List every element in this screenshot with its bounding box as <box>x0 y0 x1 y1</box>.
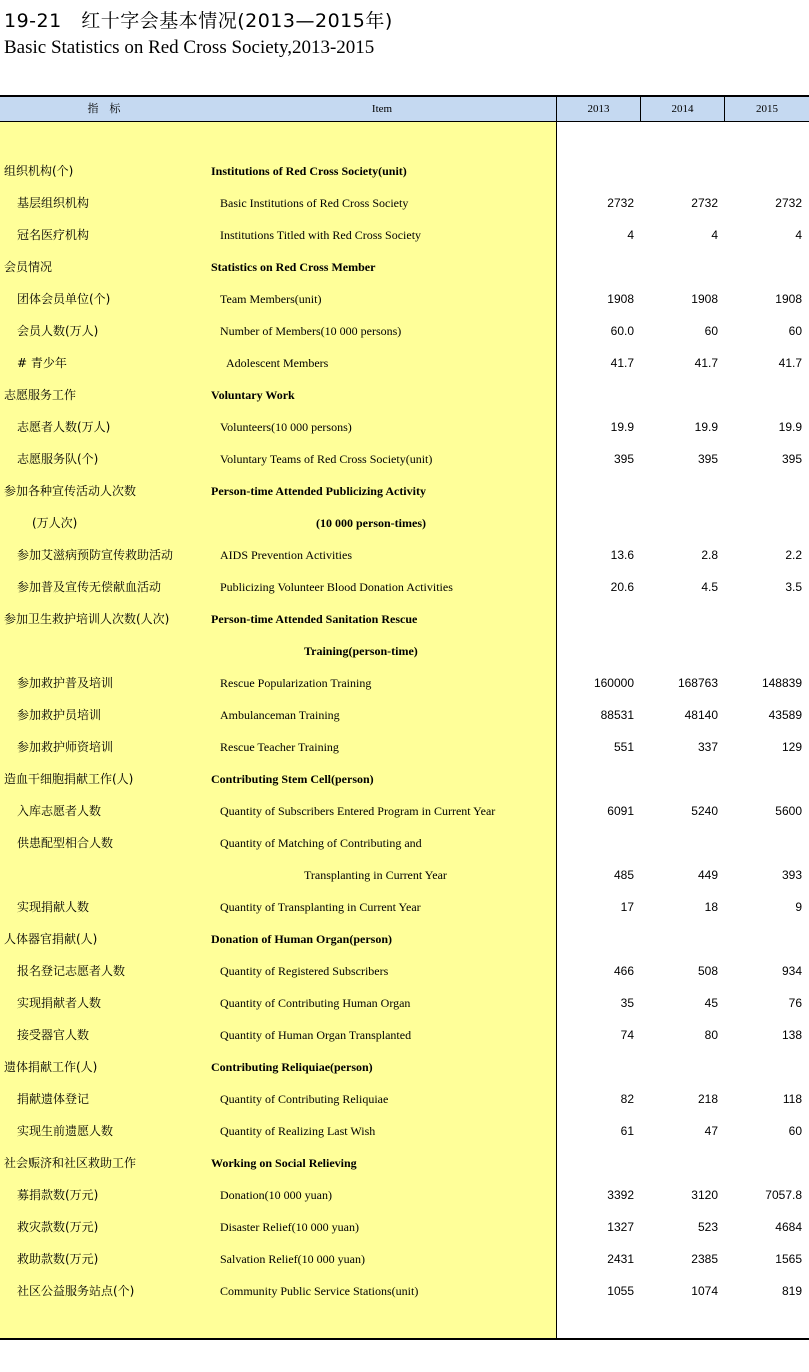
indicator-label: 会员情况 <box>4 260 53 274</box>
table-row <box>0 251 809 283</box>
value-2015 <box>726 635 802 667</box>
value-2013: 3392 <box>607 1188 634 1202</box>
indicator-label: 志愿服务工作 <box>4 388 77 402</box>
value-2013 <box>560 763 634 795</box>
value-2015 <box>726 155 802 187</box>
value-2013: 466 <box>613 964 634 978</box>
item-label: Donation of Human Organ(person) <box>211 932 393 946</box>
indicator-label: 募捐款数(万元) <box>17 1188 99 1202</box>
item-label: Quantity of Human Organ Transplanted <box>220 1028 412 1042</box>
value-2013 <box>560 827 634 859</box>
indicator-label: 遗体捐献工作(人) <box>4 1060 98 1074</box>
indicator-label: 冠名医疗机构 <box>17 228 90 242</box>
value-2013: 395 <box>613 452 634 466</box>
item-label: Volunteers(10 000 persons) <box>220 420 352 434</box>
value-2014: 2.8 <box>701 548 718 562</box>
item-label: Person-time Attended Sanitation Rescue <box>211 612 418 626</box>
indicator-label: 报名登记志愿者人数 <box>17 964 126 978</box>
table-row <box>0 347 809 379</box>
table-row <box>0 539 809 571</box>
value-2015: 138 <box>781 1028 802 1042</box>
value-2013: 35 <box>620 996 634 1010</box>
value-2013: 485 <box>613 868 634 882</box>
indicator-label: 会员人数(万人) <box>17 324 99 338</box>
value-2014: 41.7 <box>694 356 718 370</box>
table-row <box>0 283 809 315</box>
value-2015: 2732 <box>775 196 802 210</box>
table-row <box>0 1211 809 1243</box>
value-2013: 41.7 <box>610 356 634 370</box>
value-2013: 61 <box>620 1124 634 1138</box>
value-2015: 4684 <box>775 1220 802 1234</box>
item-label: Quantity of Subscribers Entered Program in Current Year <box>220 804 496 818</box>
value-2015 <box>726 379 802 411</box>
value-2014 <box>642 1051 718 1083</box>
indicator-label: 救助款数(万元) <box>17 1252 99 1266</box>
item-label: Institutions Titled with Red Cross Society <box>220 228 422 242</box>
value-2013: 19.9 <box>610 420 634 434</box>
table-row <box>0 1083 809 1115</box>
item-label: Person-time Attended Publicizing Activity <box>211 484 426 498</box>
value-2015 <box>726 1051 802 1083</box>
value-2014: 47 <box>704 1124 718 1138</box>
value-2015: 5600 <box>775 804 802 818</box>
value-2013 <box>560 1051 634 1083</box>
value-2014 <box>642 379 718 411</box>
item-label: Team Members(unit) <box>220 292 322 306</box>
indicator-label: 参加救护普及培训 <box>17 676 114 690</box>
value-2015: 7057.8 <box>765 1188 802 1202</box>
indicator-label: 参加救护师资培训 <box>17 740 114 754</box>
table-row <box>0 571 809 603</box>
value-2014 <box>642 507 718 539</box>
value-2013 <box>560 923 634 955</box>
value-2014: 218 <box>697 1092 718 1106</box>
indicator-label: 志愿服务队(个) <box>17 452 99 466</box>
indicator-label: 参加普及宣传无偿献血活动 <box>17 580 162 594</box>
value-2015: 60 <box>788 324 802 338</box>
value-2014: 4 <box>711 228 718 242</box>
value-2015: 1908 <box>775 292 802 306</box>
table-row <box>0 1019 809 1051</box>
indicator-label: 志愿者人数(万人) <box>17 420 111 434</box>
value-2015: 148839 <box>761 676 802 690</box>
item-label: Rescue Popularization Training <box>220 676 372 690</box>
table-row <box>0 955 809 987</box>
value-2013 <box>560 603 634 635</box>
indicator-label: 入库志愿者人数 <box>17 804 102 818</box>
table-row <box>0 1147 809 1179</box>
value-2014 <box>642 155 718 187</box>
item-label: Voluntary Work <box>211 388 295 402</box>
value-2015: 19.9 <box>778 420 802 434</box>
value-2014: 508 <box>697 964 718 978</box>
value-2015: 393 <box>781 868 802 882</box>
table-row <box>0 635 809 667</box>
value-2014: 5240 <box>691 804 718 818</box>
item-label: (10 000 person-times) <box>316 516 426 530</box>
value-2013: 1327 <box>607 1220 634 1234</box>
indicator-label: 实现捐献人数 <box>17 900 90 914</box>
value-2013: 17 <box>620 900 634 914</box>
item-label: Quantity of Realizing Last Wish <box>220 1124 376 1138</box>
value-2015: 2.2 <box>785 548 802 562</box>
value-2013 <box>560 155 634 187</box>
value-2014 <box>642 603 718 635</box>
indicator-label: 接受器官人数 <box>17 1028 90 1042</box>
value-2013 <box>560 1147 634 1179</box>
value-2013: 13.6 <box>610 548 634 562</box>
item-label: Quantity of Transplanting in Current Year <box>220 900 421 914</box>
indicator-label: 参加各种宣传活动人次数 <box>4 484 137 498</box>
indicator-label: 造血干细胞捐献工作(人) <box>4 772 134 786</box>
indicator-label: 参加救护员培训 <box>17 708 102 722</box>
value-2015 <box>726 475 802 507</box>
value-2014 <box>642 475 718 507</box>
indicator-label: 参加卫生救护培训人次数(人次) <box>4 612 170 626</box>
value-2015: 819 <box>781 1284 802 1298</box>
table-row <box>0 731 809 763</box>
table-row <box>0 475 809 507</box>
table-row <box>0 603 809 635</box>
table-row <box>0 187 809 219</box>
table-row <box>0 443 809 475</box>
item-label: Voluntary Teams of Red Cross Society(unit) <box>220 452 433 466</box>
value-2013 <box>560 475 634 507</box>
item-label: Quantity of Contributing Reliquiae <box>220 1092 389 1106</box>
value-2014: 395 <box>697 452 718 466</box>
value-2015: 60 <box>788 1124 802 1138</box>
value-2014 <box>642 763 718 795</box>
value-2013 <box>560 635 634 667</box>
indicator-label: 社会赈济和社区救助工作 <box>4 1156 137 1170</box>
value-2013: 74 <box>620 1028 634 1042</box>
value-2013: 6091 <box>607 804 634 818</box>
table-row <box>0 923 809 955</box>
table-row <box>0 859 809 891</box>
value-2015: 129 <box>781 740 802 754</box>
value-2014: 48140 <box>684 708 718 722</box>
header-year-2013: 2013 <box>587 103 610 115</box>
table-row <box>0 827 809 859</box>
value-2014: 80 <box>704 1028 718 1042</box>
value-2013: 20.6 <box>610 580 634 594</box>
value-2015 <box>726 507 802 539</box>
indicator-label: # 青少年 <box>17 356 67 370</box>
indicator-label: 供患配型相合人数 <box>17 836 114 850</box>
value-2014 <box>642 635 718 667</box>
table-row <box>0 219 809 251</box>
value-2015: 9 <box>795 900 802 914</box>
indicator-label: 组织机构(个) <box>4 164 74 178</box>
indicator-label: 救灾款数(万元) <box>17 1220 99 1234</box>
value-2014: 45 <box>704 996 718 1010</box>
value-2014: 337 <box>697 740 718 754</box>
table-row <box>0 315 809 347</box>
value-2015: 41.7 <box>778 356 802 370</box>
value-2014 <box>642 923 718 955</box>
header-indicator: 指 标 <box>87 103 121 115</box>
value-2015: 1565 <box>775 1252 802 1266</box>
table-row <box>0 155 809 187</box>
value-2015: 118 <box>782 1092 802 1106</box>
value-2014 <box>642 1147 718 1179</box>
item-label: Contributing Reliquiae(person) <box>211 1060 373 1074</box>
value-2013: 2431 <box>607 1252 634 1266</box>
value-2015 <box>726 603 802 635</box>
value-2014: 168763 <box>677 676 718 690</box>
indicator-label: 捐献遗体登记 <box>17 1092 90 1106</box>
indicator-label: 实现捐献者人数 <box>17 996 102 1010</box>
value-2015 <box>726 251 802 283</box>
item-label: Statistics on Red Cross Member <box>211 260 376 274</box>
item-label: Transplanting in Current Year <box>304 868 447 882</box>
value-2015: 76 <box>788 996 802 1010</box>
value-2015: 43589 <box>768 708 802 722</box>
item-label: Adolescent Members <box>226 356 329 370</box>
table-row <box>0 411 809 443</box>
header-year-2014: 2014 <box>671 103 694 115</box>
value-2015: 934 <box>781 964 802 978</box>
value-2014: 523 <box>697 1220 718 1234</box>
indicator-label: 基层组织机构 <box>17 196 90 210</box>
value-2014: 449 <box>697 868 718 882</box>
table-row <box>0 507 809 539</box>
value-2015 <box>726 763 802 795</box>
value-2013: 1908 <box>607 292 634 306</box>
item-label: Number of Members(10 000 persons) <box>220 324 402 338</box>
table-row <box>0 1179 809 1211</box>
table-row <box>0 1275 809 1307</box>
table-header <box>0 95 809 122</box>
value-2013 <box>560 379 634 411</box>
column-divider <box>724 95 725 122</box>
value-2014: 18 <box>704 900 718 914</box>
table-row <box>0 379 809 411</box>
value-2014: 4.5 <box>701 580 718 594</box>
table-row <box>0 987 809 1019</box>
value-2015 <box>726 1147 802 1179</box>
value-2014: 2385 <box>691 1252 718 1266</box>
item-label: Institutions of Red Cross Society(unit) <box>211 164 407 178</box>
value-2013: 551 <box>613 740 634 754</box>
value-2013: 88531 <box>600 708 634 722</box>
table-bottom-rule <box>0 1338 809 1340</box>
value-2015 <box>726 923 802 955</box>
page-title-english: Basic Statistics on Red Cross Society,2013-2015 <box>4 37 375 58</box>
indicator-label: 实现生前遗愿人数 <box>17 1124 114 1138</box>
value-2015 <box>726 827 802 859</box>
value-2013: 60.0 <box>610 324 634 338</box>
item-label: Contributing Stem Cell(person) <box>211 772 374 786</box>
item-label: Quantity of Matching of Contributing and <box>220 836 422 850</box>
value-2013: 1055 <box>607 1284 634 1298</box>
value-2014: 3120 <box>691 1188 718 1202</box>
item-label: AIDS Prevention Activities <box>220 548 352 562</box>
value-2015: 4 <box>795 228 802 242</box>
value-2014: 2732 <box>691 196 718 210</box>
indicator-label: 参加艾滋病预防宣传救助活动 <box>17 548 174 562</box>
header-item: Item <box>371 103 393 115</box>
item-label: Community Public Service Stations(unit) <box>220 1284 419 1298</box>
value-2014: 1908 <box>691 292 718 306</box>
table-row <box>0 1243 809 1275</box>
item-label: Working on Social Relieving <box>211 1156 357 1170</box>
indicator-label: (万人次) <box>32 516 78 530</box>
table-row <box>0 699 809 731</box>
value-2013: 4 <box>627 228 634 242</box>
value-2014: 60 <box>704 324 718 338</box>
item-label: Rescue Teacher Training <box>220 740 339 754</box>
item-label: Training(person-time) <box>304 644 418 658</box>
item-label: Disaster Relief(10 000 yuan) <box>220 1220 359 1234</box>
value-2013: 82 <box>620 1092 634 1106</box>
value-2015: 395 <box>781 452 802 466</box>
value-2014 <box>642 827 718 859</box>
value-2013 <box>560 251 634 283</box>
value-2013: 2732 <box>607 196 634 210</box>
table-row <box>0 1051 809 1083</box>
item-label: Quantity of Contributing Human Organ <box>220 996 411 1010</box>
item-label: Ambulanceman Training <box>220 708 340 722</box>
value-2013: 160000 <box>593 676 634 690</box>
table-row <box>0 1115 809 1147</box>
value-2014: 1074 <box>691 1284 718 1298</box>
item-label: Quantity of Registered Subscribers <box>220 964 389 978</box>
header-year-2015: 2015 <box>756 103 778 115</box>
value-2014: 19.9 <box>694 420 718 434</box>
value-2013 <box>560 507 634 539</box>
table-row <box>0 667 809 699</box>
item-label: Donation(10 000 yuan) <box>220 1188 332 1202</box>
table-row <box>0 891 809 923</box>
page-title-chinese: 19-21 红十字会基本情况(2013—2015年) <box>4 10 393 32</box>
statistics-table <box>0 95 809 1340</box>
table-row <box>0 795 809 827</box>
item-label: Salvation Relief(10 000 yuan) <box>220 1252 365 1266</box>
value-2014 <box>642 251 718 283</box>
item-label: Publicizing Volunteer Blood Donation Activities <box>220 580 453 594</box>
indicator-label: 社区公益服务站点(个) <box>17 1284 135 1298</box>
item-label: Basic Institutions of Red Cross Society <box>220 196 409 210</box>
indicator-label: 人体器官捐献(人) <box>4 932 98 946</box>
column-divider <box>640 95 641 122</box>
value-2015: 3.5 <box>785 580 802 594</box>
indicator-label: 团体会员单位(个) <box>17 292 111 306</box>
table-row <box>0 763 809 795</box>
